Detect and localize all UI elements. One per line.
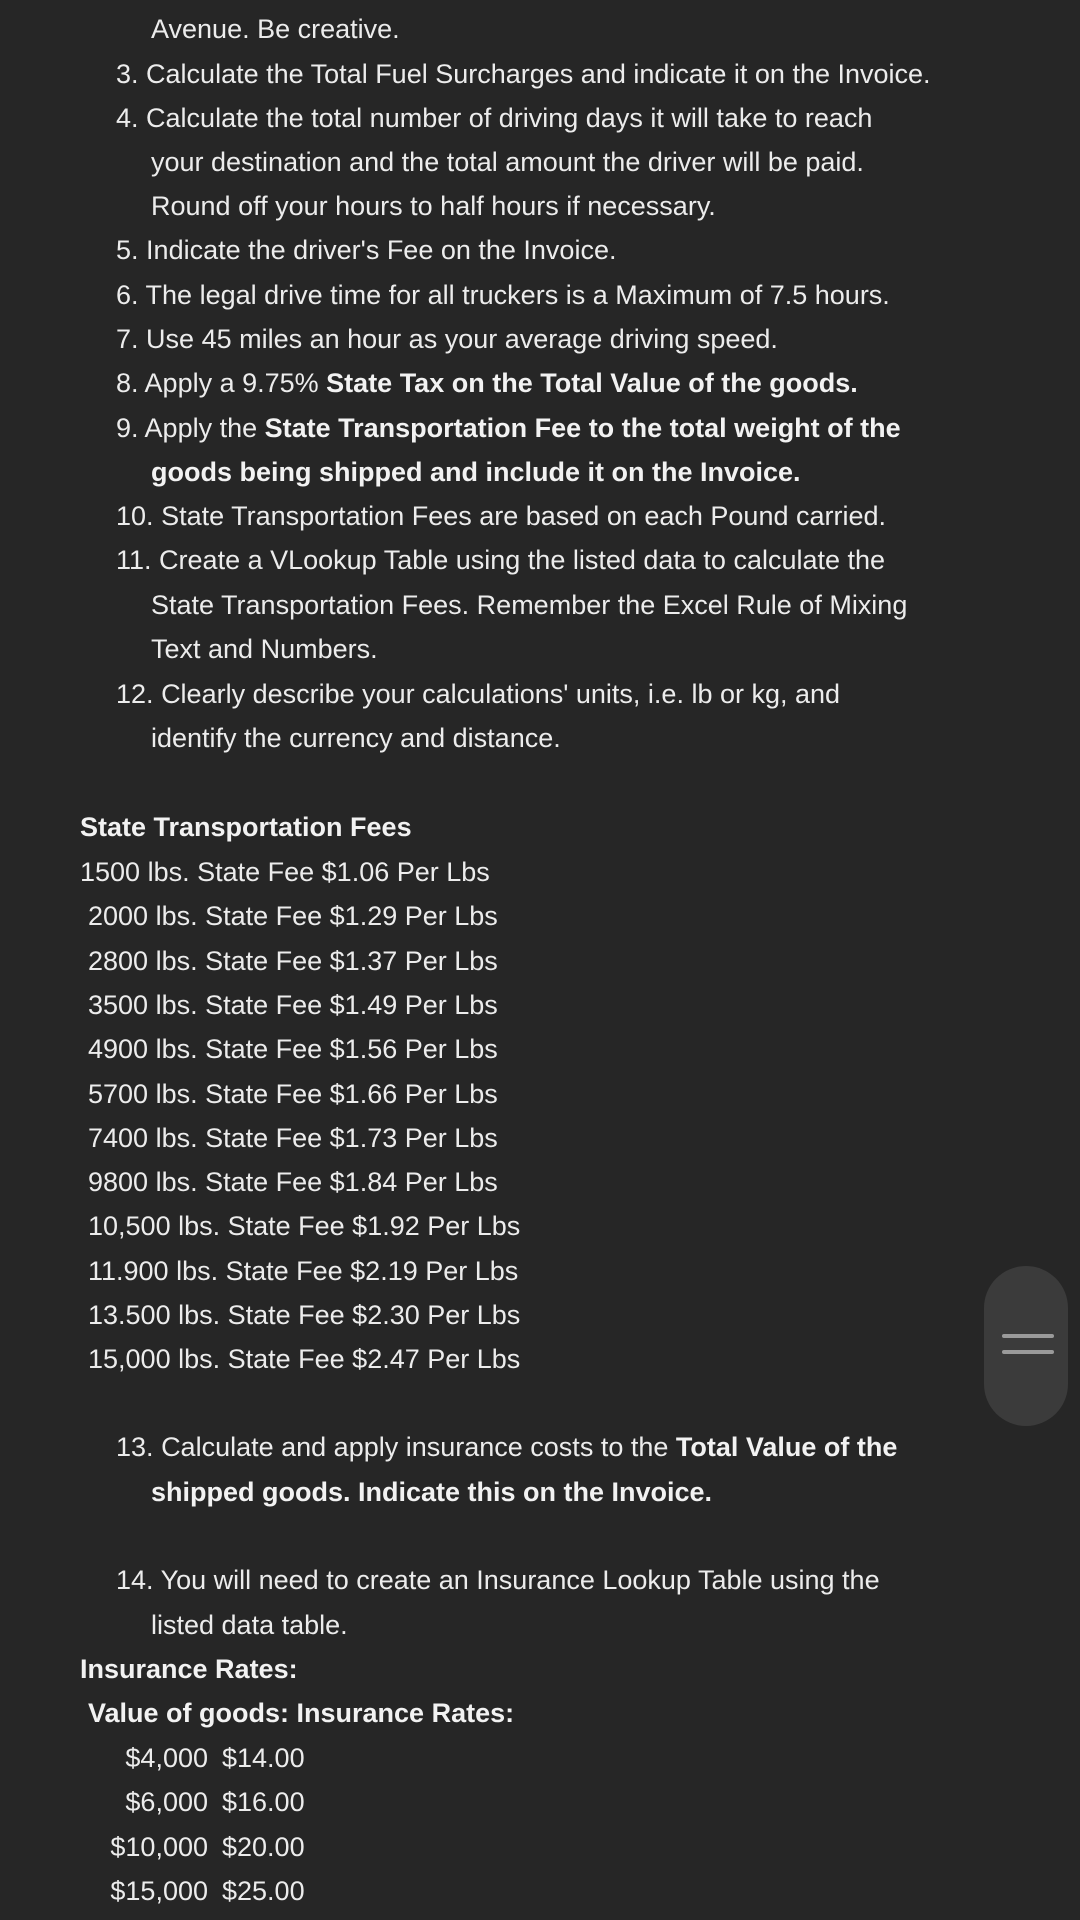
fee-row: 2800 lbs. State Fee $1.37 Per Lbs [88, 945, 498, 976]
step-7: 7. Use 45 miles an hour as your average driving speed. [116, 324, 778, 354]
fee-row: 1500 lbs. State Fee $1.06 Per Lbs [80, 857, 490, 887]
step-4-line-2: your destination and the total amount the driver will be paid. [151, 147, 864, 177]
insurance-value: $10,000 [110, 1831, 208, 1862]
step-10: 10. State Transportation Fees are based on each Pound carried. [116, 501, 887, 531]
step-12-line-2: identify the currency and distance. [151, 723, 561, 753]
fee-row: 7400 lbs. State Fee $1.73 Per Lbs [88, 1122, 498, 1153]
fee-row: 10,500 lbs. State Fee $1.92 Per Lbs [88, 1211, 521, 1242]
step-4-line-3: Round off your hours to half hours if necessary. [151, 191, 716, 221]
insurance-rate: $16.00 [222, 1787, 305, 1818]
step-12: 12. Clearly describe your calculations' units, i.e. lb or kg, and [116, 679, 841, 709]
insurance-value: $15,000 [110, 1875, 208, 1906]
fee-row: 13.500 lbs. State Fee $2.30 Per Lbs [88, 1300, 521, 1330]
fee-row: 15,000 lbs. State Fee $2.47 Per Lbs [88, 1344, 521, 1375]
step-3: 3. Calculate the Total Fuel Surcharges and indicate it on the Invoice. [116, 59, 931, 89]
insurance-heading: Insurance Rates: [80, 1654, 298, 1684]
insurance-rate: $25.00 [222, 1875, 305, 1906]
insurance-rate: $20.00 [222, 1831, 305, 1862]
step-14-line-2: listed data table. [151, 1610, 348, 1640]
fee-row: 4900 lbs. State Fee $1.56 Per Lbs [88, 1034, 498, 1065]
insurance-subheading: Value of goods: Insurance Rates: [88, 1698, 515, 1728]
fee-row: 9800 lbs. State Fee $1.84 Per Lbs [88, 1167, 498, 1198]
fee-row: 2000 lbs. State Fee $1.29 Per Lbs [88, 901, 498, 932]
fee-row: 11.900 lbs. State Fee $2.19 Per Lbs [88, 1255, 519, 1286]
text-line: Avenue. Be creative. [151, 14, 400, 44]
grip-line-icon [1002, 1350, 1054, 1354]
step-13-line-2: shipped goods. Indicate this on the Invoice. [151, 1477, 713, 1507]
step-9-line-2: goods being shipped and include it on the Invoice. [151, 457, 801, 487]
insurance-value: $4,000 [125, 1743, 208, 1773]
step-9: 9. Apply the State Transportation Fee to the total weight of the [116, 413, 901, 443]
fees-heading: State Transportation Fees [80, 812, 412, 842]
insurance-rate: $14.00 [222, 1743, 305, 1773]
step-6: 6. The legal drive time for all truckers is a Maximum of 7.5 hours. [116, 280, 890, 310]
step-4: 4. Calculate the total number of driving days it will take to reach [116, 103, 873, 133]
step-11-line-3: Text and Numbers. [151, 634, 378, 664]
fee-row: 5700 lbs. State Fee $1.66 Per Lbs [88, 1078, 498, 1109]
step-11-line-2: State Transportation Fees. Remember the Excel Rule of Mixing [151, 590, 908, 620]
grip-line-icon [1002, 1334, 1054, 1338]
step-14: 14. You will need to create an Insurance Lookup Table using the [116, 1565, 880, 1595]
step-13: 13. Calculate and apply insurance costs to the Total Value of the [116, 1432, 898, 1462]
step-8: 8. Apply a 9.75% State Tax on the Total Value of the goods. [116, 368, 858, 398]
step-5: 5. Indicate the driver's Fee on the Invoice. [116, 235, 617, 265]
step-11: 11. Create a VLookup Table using the listed data to calculate the [116, 545, 886, 575]
insurance-value: $6,000 [125, 1787, 208, 1818]
fee-row: 3500 lbs. State Fee $1.49 Per Lbs [88, 989, 498, 1020]
scroll-handle[interactable] [984, 1266, 1068, 1426]
